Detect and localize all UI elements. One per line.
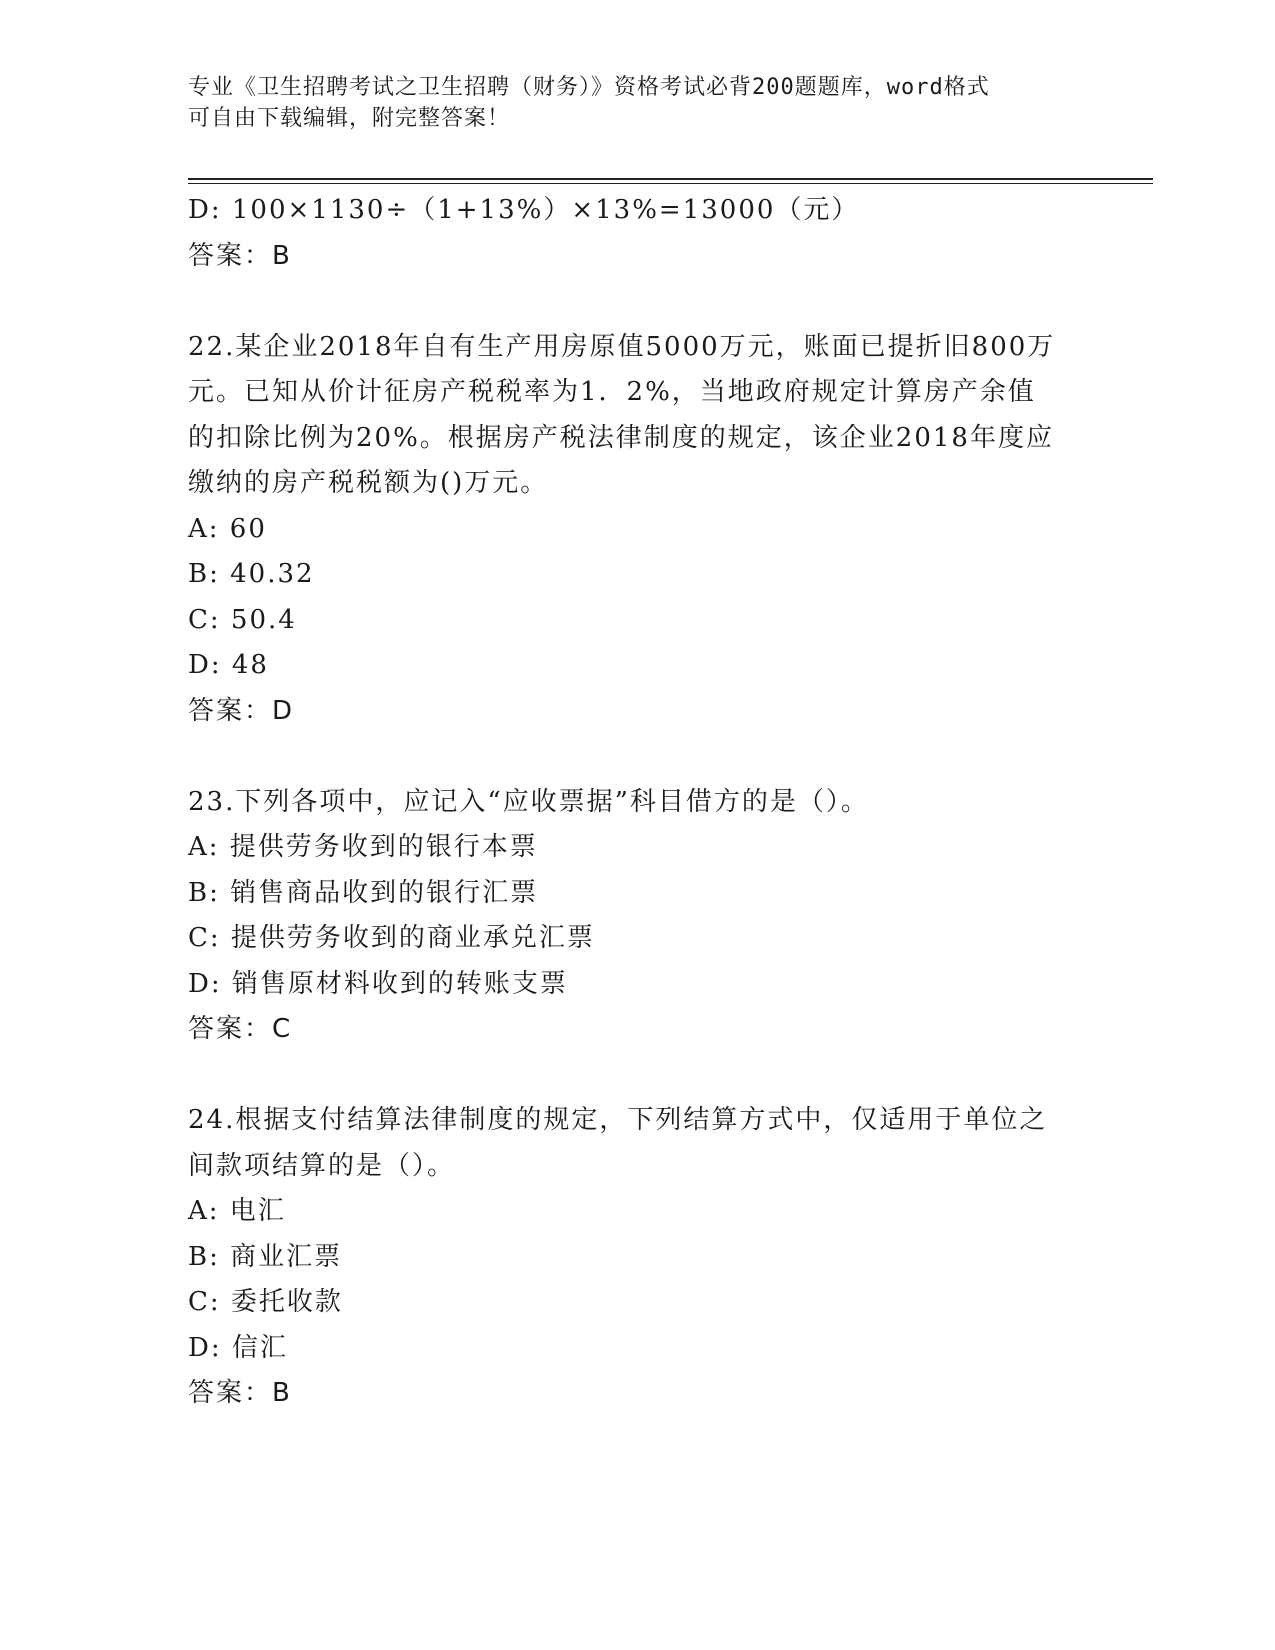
header-divider-thin bbox=[188, 183, 1153, 184]
previous-question-option-d: D: 100×1130÷（1+13%）×13%=13000（元） bbox=[188, 195, 860, 225]
question-22 bbox=[188, 325, 1088, 735]
question-24-text-line-2: 间款项结算的是（）。 bbox=[188, 1150, 456, 1181]
header-divider-thick bbox=[188, 178, 1153, 180]
question-22-option-c: C: 50.4 bbox=[188, 604, 297, 635]
question-22-text-line-2: 元。已知从价计征房产税税率为1．2%，当地政府规定计算房产余值 bbox=[188, 377, 1036, 407]
header-title-line-1: 专业《卫生招聘考试之卫生招聘（财务）》资格考试必背200题题库，word格式 bbox=[188, 75, 990, 100]
question-24-answer: 答案：B bbox=[188, 1378, 292, 1408]
question-24-option-b: B: 商业汇票 bbox=[188, 1241, 343, 1272]
question-24-option-c: C: 委托收款 bbox=[188, 1287, 343, 1317]
question-24-text-line-1: 24.根据支付结算法律制度的规定，下列结算方式中，仅适用于单位之 bbox=[188, 1105, 1048, 1135]
question-23-option-d: D: 销售原材料收到的转账支票 bbox=[188, 968, 568, 999]
header-title-line-2: 可自由下载编辑，附完整答案！ bbox=[188, 106, 511, 131]
document-header bbox=[188, 72, 1068, 134]
question-22-text-line-3: 的扣除比例为20%。根据房产税法律制度的规定，该企业2018年度应 bbox=[188, 422, 1054, 453]
question-24-option-d: D: 信汇 bbox=[188, 1332, 288, 1363]
question-22-option-d: D: 48 bbox=[188, 650, 269, 680]
question-23-answer: 答案：C bbox=[188, 1014, 293, 1044]
spacer bbox=[188, 279, 1088, 325]
question-22-answer: 答案：D bbox=[188, 695, 295, 726]
question-23-option-c: C: 提供劳务收到的商业承兑汇票 bbox=[188, 923, 595, 953]
question-22-option-b: B: 40.32 bbox=[188, 559, 315, 589]
previous-question-answer: 答案：B bbox=[188, 240, 292, 271]
question-23-option-b: B: 销售商品收到的银行汇票 bbox=[188, 877, 539, 908]
question-23 bbox=[188, 780, 1088, 1053]
question-24-option-a: A: 电汇 bbox=[188, 1196, 286, 1226]
question-23-option-a: A: 提供劳务收到的银行本票 bbox=[188, 832, 538, 862]
spacer bbox=[188, 1053, 1088, 1099]
question-22-option-a: A: 60 bbox=[188, 513, 267, 544]
document-body bbox=[188, 188, 1088, 1417]
question-22-text-line-1: 22.某企业2018年自有生产用房原值5000万元，账面已提折旧800万 bbox=[188, 331, 1056, 362]
question-24 bbox=[188, 1098, 1088, 1417]
question-23-text-line-1: 23.下列各项中，应记入“应收票据”科目借方的是（）。 bbox=[188, 786, 869, 817]
question-22-text-line-4: 缴纳的房产税税额为()万元。 bbox=[188, 468, 549, 498]
spacer bbox=[188, 734, 1088, 780]
